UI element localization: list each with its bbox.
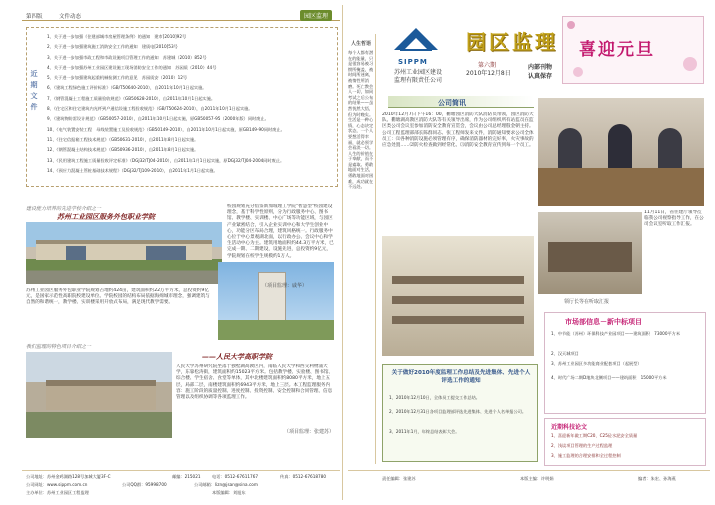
left-footer-divider <box>22 470 340 471</box>
company-logo <box>388 20 444 56</box>
brand-text: SIPPM <box>398 58 428 66</box>
notice-list <box>47 34 337 178</box>
quote-text: 每个人都有潜在的能量，只是很容易被习惯所掩盖，被时间所迷离，被惰性所消磨。死亡教会人一切，如同考试之后公布的结果——虽然恍然大悟，但为时晚矣。生活是一种心情，心态决定状态，一个人要想活得幸福，就必须学会看淡一切。人生的价值在于奉献，而不是索取。勇敢地面对生活，勇敢地面对困难，成功就在不远处。 <box>348 50 374 190</box>
univ-photo <box>26 352 172 438</box>
notice-item[interactable]: 12、《钢管混凝土结构技术规范》（GB50936-2010），自2011年8月1日起实施。 <box>47 147 199 153</box>
school-text: 校园规划充分借鉴新加坡理工学院"智慧型"校园建设理念，基于科学性原则，分为行政服务中心、图书馆、教学楼、实训楼、中心广场等功能区域，与园区产业紧密结合，引入企业实训中心和大学生创业中心，功能分区布局合理，建筑风格统一。行政服务中心位于中心景观湖北面，以行政办公、会议中心和学生活动中心为主。建筑用地面积约44.3万平方米，已完成一期、二期建设，设施先进，总投资约9亿元，学院规划在校学生规模约1万人。 <box>227 204 334 259</box>
internal-label-1: 内部刊物 <box>528 64 553 71</box>
year-end-line: 1、2010年12月10日，全体员工提交工作总结。 <box>389 395 480 400</box>
year-end-notice <box>382 364 538 462</box>
year-end-line: 2、2010年12月31日各项目监理部评选先进集体、先进个人名单报公司。 <box>389 409 527 414</box>
year-end-line: 3、2011年1月，年终总结表彰大会。 <box>389 429 460 434</box>
new-year-banner <box>562 16 704 84</box>
notice-item[interactable]: 3、关于进一步加强市政工程和市政设施项目管理工作的通知 苏建城（2010）852号 <box>47 54 207 60</box>
notice-item[interactable]: 1、关于进一步加强《住建部城市房屋管理条例》的通知 建市[2010]92号 <box>47 34 187 39</box>
page-gutter <box>342 5 343 500</box>
issue-label: 第四版 <box>26 14 43 20</box>
market-box <box>544 312 706 414</box>
recent-item: 1、喜迎新年做工期C20、C25砼水泥安全质量 <box>551 433 638 438</box>
year-end-title: 关于做好2010年度监理工作总结及先进集体、先进个人评选工作的通知 <box>391 370 531 384</box>
left-footer-address: 公司地址：苏州金鸡湖路128号加城大厦3F-C <box>26 474 111 479</box>
right-footer-chief: 本版主编：许明娟 <box>520 476 554 481</box>
issue-date: 2010年12月8日 <box>466 70 511 77</box>
meeting-photo <box>538 98 704 206</box>
news-text: 2010年12月7日下午16：00，衢塘园区消防大队消防员带领，园区消防大队、衢塘湖高教区消防大队等有关领导出席，作为公司组织所有站监员在监区类公司会议室参加消防安全教育宣贯会，会议由公司总经理殷金朝主持。公司工程监理部部长陈群同志、张工程师发来文件，消防通知要求公司全体员工：⑴各种消防设施必须管理有序，确保消防器材的完好率，火灾事故的应急处置……⑵防火检查做到经常化、⑶消防安全教育宣传到每一个员工。 <box>382 112 534 149</box>
recent-title: 近期科技论文 <box>551 424 588 431</box>
masthead-title: 园区监理 <box>466 30 558 54</box>
left-header-bar <box>22 9 340 21</box>
market-item: 2、汉天城项目 <box>551 351 579 356</box>
notice-item[interactable]: 6、《建筑工程绿色施工评价标准》（GB/T50640-2010），自2011年10月1日起实施。 <box>47 85 207 91</box>
quote-sidebar <box>348 34 376 464</box>
univ-text: 人民大学苏州研究院坐落于独墅湖高教区内，南临人民大学和西交利物浦大学，东靠松涛街，建筑面积约15023平方米。包括教学楼、实验楼、图书馆、综合楼、学生宿舍、食堂等单体，其中北楼建筑面积约8080平方米，地上五层，局部二层，南楼建筑面积约6943平方米，地上三层。本工程监理服务内容：施工阶段的质量控制、进度控制、投资控制、安全控制和合同管理、信息管理以及组织协调等各项监理工作。 <box>176 364 334 401</box>
recent-item: 3、施工监理的合理安排和全过程控制 <box>551 453 621 458</box>
left-page <box>22 0 340 505</box>
notice-item[interactable]: 9、《建筑物防雷设计规范》（GB50057-2010），自2011年10月1日起实施，原GB50057-95（2000年版）同时废止。 <box>47 116 269 122</box>
left-footer-email[interactable]: 公司邮箱：lizn@jsan@sina.com <box>194 482 258 487</box>
univ-caption: （项目监理：张建苏） <box>284 429 335 435</box>
left-footer-web[interactable]: 公司网址：www.sippm.com.cn <box>26 482 88 487</box>
notice-item[interactable]: 11、《住宅信报箱工程技术规范》（GB50631-2010），自2011年8月1日起实施。 <box>47 136 199 142</box>
meeting-caption: 11月11日，省住建厅领导莅临我公司视察指导工作，在公司会议室听取工作汇报。 <box>644 210 704 228</box>
notice-item[interactable]: 10、《电气装置安装工程 母线装置施工及验收规范》（GB50149-2010），自2011年10月1日起实施，原GB149-90同时废止。 <box>47 126 285 132</box>
left-footer-zip: 邮编：215021 <box>172 474 201 479</box>
school-caption: （项目监理：戚华） <box>262 283 308 289</box>
notice-item[interactable]: 4、关于进一步加强苏州工业园区建设施工现场消防安全工作的通知 苏园质（2010）44号 <box>47 64 217 70</box>
right-footer-authors: 编者：朱宏、孙海燕 <box>638 476 676 481</box>
school-name: 苏州工业园区服务外包职业学院 <box>57 213 155 221</box>
market-item: 4、时代广场二期D地块北侧项目——建筑面积 15000平方米 <box>551 375 667 380</box>
left-footer-phone: 电话：0512-67611767 <box>212 474 259 479</box>
company-name-1: 苏州工业园区建设 <box>394 69 443 76</box>
conference-photo <box>538 212 642 294</box>
univ-name: ——人民大学高职学院 <box>202 353 272 361</box>
market-title: 市场部信息－新中标项目 <box>565 318 642 326</box>
market-item: 1、中节能（苏州）环保科技产业园项目——建筑面积 73000平方米 <box>551 331 681 336</box>
school-tag: 建设能力培养的先进学校介绍之一 <box>26 206 102 212</box>
hall-photo <box>382 236 534 356</box>
notice-side-label: 近期文件 <box>30 70 38 114</box>
right-footer-divider <box>348 470 710 471</box>
school-gate-photo <box>26 222 222 284</box>
corner-tag: 园区监理 <box>300 10 332 21</box>
notice-item[interactable]: 7、《钢管混凝土工程施工质量验收规范》（GB50628-2010），自2011年10月1日起实施。 <box>47 95 216 101</box>
left-footer-host: 主办单位：苏州工业园区工程监理 <box>26 490 89 495</box>
left-footer-editor: 本版编辑：刘旭东 <box>212 490 246 495</box>
recent-item: 2、浅谈项目管理的生产过程监理 <box>551 443 613 448</box>
notice-item[interactable]: 5、关于进一步加强建筑起重机械检测工作的意见 苏园质安（2010）12号 <box>47 75 188 81</box>
school-text-2: 苏州工业园区服务外包职业学院规划占地约424亩，建筑面积约22万平方米，总投资约9亿元，是国家示范性高职院校建设单位。学院校园的结构布局依据海绵城市理念，强调建筑与自然的和谐统一，教学楼、实训楼采用开放式布局，满足现代教学需要。 <box>26 288 210 306</box>
recent-box <box>544 418 706 466</box>
internal-label-2: 认真保存 <box>528 73 553 80</box>
section-label: 文件动态 <box>59 14 82 20</box>
new-year-text: 喜迎元旦 <box>579 40 655 60</box>
quote-title: 人生哲语 <box>350 41 371 47</box>
right-footer-editor: 责任编辑：张建苏 <box>382 476 416 481</box>
school-tower-photo <box>218 262 334 340</box>
issue-number: 第六期 <box>478 62 497 69</box>
notice-item[interactable]: 14、《预应力混凝土管桩基础技术规程》（DGJ32/TJ109-2010），自2011年1月1日起实施。 <box>47 167 218 173</box>
notice-item[interactable]: 8、《住宅区和住宅建筑内光纤到户通信设施工程验收规范》（GB/T50624-2010），自2011年10月1日起实施。 <box>47 106 253 112</box>
left-footer-fax: 传真：0512-67618780 <box>280 474 327 479</box>
news-title: 公司简讯 <box>438 99 466 107</box>
univ-tag: 我们监理的特色项目介绍之一 <box>26 344 92 350</box>
conference-caption: 领厅长等在听取汇报 <box>564 299 610 305</box>
market-item: 3、苏州工业园区多功能商业配套项目（起展型） <box>551 361 642 366</box>
news-title-bar <box>388 96 534 108</box>
left-footer-qq: 公司QQ群：95998700 <box>122 482 167 487</box>
company-name-2: 监理有限责任公司 <box>394 77 443 84</box>
notice-item[interactable]: 13、《民用建筑工程施工质量验收评定标准》（DGJ32/TJ04-2010），自2011年1月1日起实施，原DGJ32/TJ04-2004同时废止。 <box>47 157 285 163</box>
notice-item[interactable]: 2、关于进一步加强建筑施工消防安全工作的通知 建质电[2010]53号 <box>47 44 178 50</box>
right-page <box>348 0 710 505</box>
